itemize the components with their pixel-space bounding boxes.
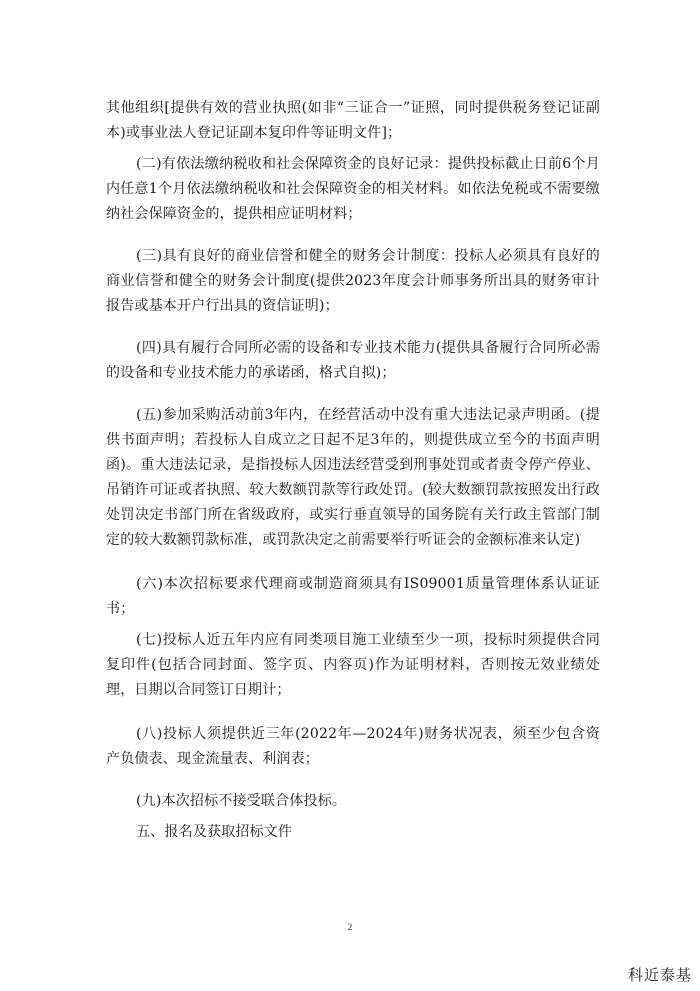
watermark-logo: 科近泰基 bbox=[627, 966, 692, 984]
paragraph-business-license: 其他组织[提供有效的营业执照(如非“三证合一”证照，同时提供税务登记证副本)或事业法人登记证副本复印件等证明文件]； bbox=[106, 100, 600, 141]
paragraph-financial-system: (三)具有良好的商业信誉和健全的财务会计制度：投标人必须具有良好的商业信誉和健全的财务会计制度(提供2023年度会计师事务所出具的财务审计报告或基本开户行出具的资信证明)； bbox=[106, 248, 600, 314]
paragraph-iso-certification: (六)本次招标要求代理商或制造商须具有IS09001质量管理体系认证证书； bbox=[106, 576, 600, 617]
paragraph-no-violation-record: (五)参加采购活动前3年内，在经营活动中没有重大违法记录声明函。(提供书面声明；若投标人自成立之日起不足3年的，则提供成立至今的书面声明函)。重大违法记录，是指投标人因违法经营受到刑事处罚或者责令停产停业、吊销许可证或者执照、较大数额罚款等行政处罚。(较大数额罚款按照发出行政处罚决定书部门所在省级政府，或实行垂直领导的国务院有关行政主管部门制定的较大数额罚款标准，或罚款决定之前需要举行听证会的金额标准来认定) bbox=[106, 407, 600, 548]
paragraph-tax-social-security: (二)有依法缴纳税收和社会保障资金的良好记录：提供投标截止日前6个月内任意1个月依法缴纳税收和社会保障资金的相关材料。如依法免税或不需要缴纳社会保障资金的，提供相应证明材料； bbox=[106, 156, 600, 222]
paragraph-financial-statements: (八)投标人须提供近三年(2022年—2024年)财务状况表，须至少包含资产负债表、现金流量表、利润表； bbox=[106, 726, 600, 767]
document-body bbox=[106, 96, 600, 845]
paragraph-equipment-capability: (四)具有履行合同所必需的设备和专业技术能力(提供具备履行合同所必需的设备和专业技术能力的承诺函，格式自拟)； bbox=[106, 340, 600, 381]
paragraph-project-experience: (七)投标人近五年内应有同类项目施工业绩至少一项，投标时须提供合同复印件(包括合同封面、签字页、内容页)作为证明材料，否则按无效业绩处理，日期以合同签订日期计； bbox=[106, 632, 600, 698]
paragraph-no-consortium: (九)本次招标不接受联合体投标。 bbox=[136, 793, 347, 809]
section-heading-registration: 五、报名及获取招标文件 bbox=[136, 824, 293, 840]
page-number: 2 bbox=[347, 922, 353, 932]
